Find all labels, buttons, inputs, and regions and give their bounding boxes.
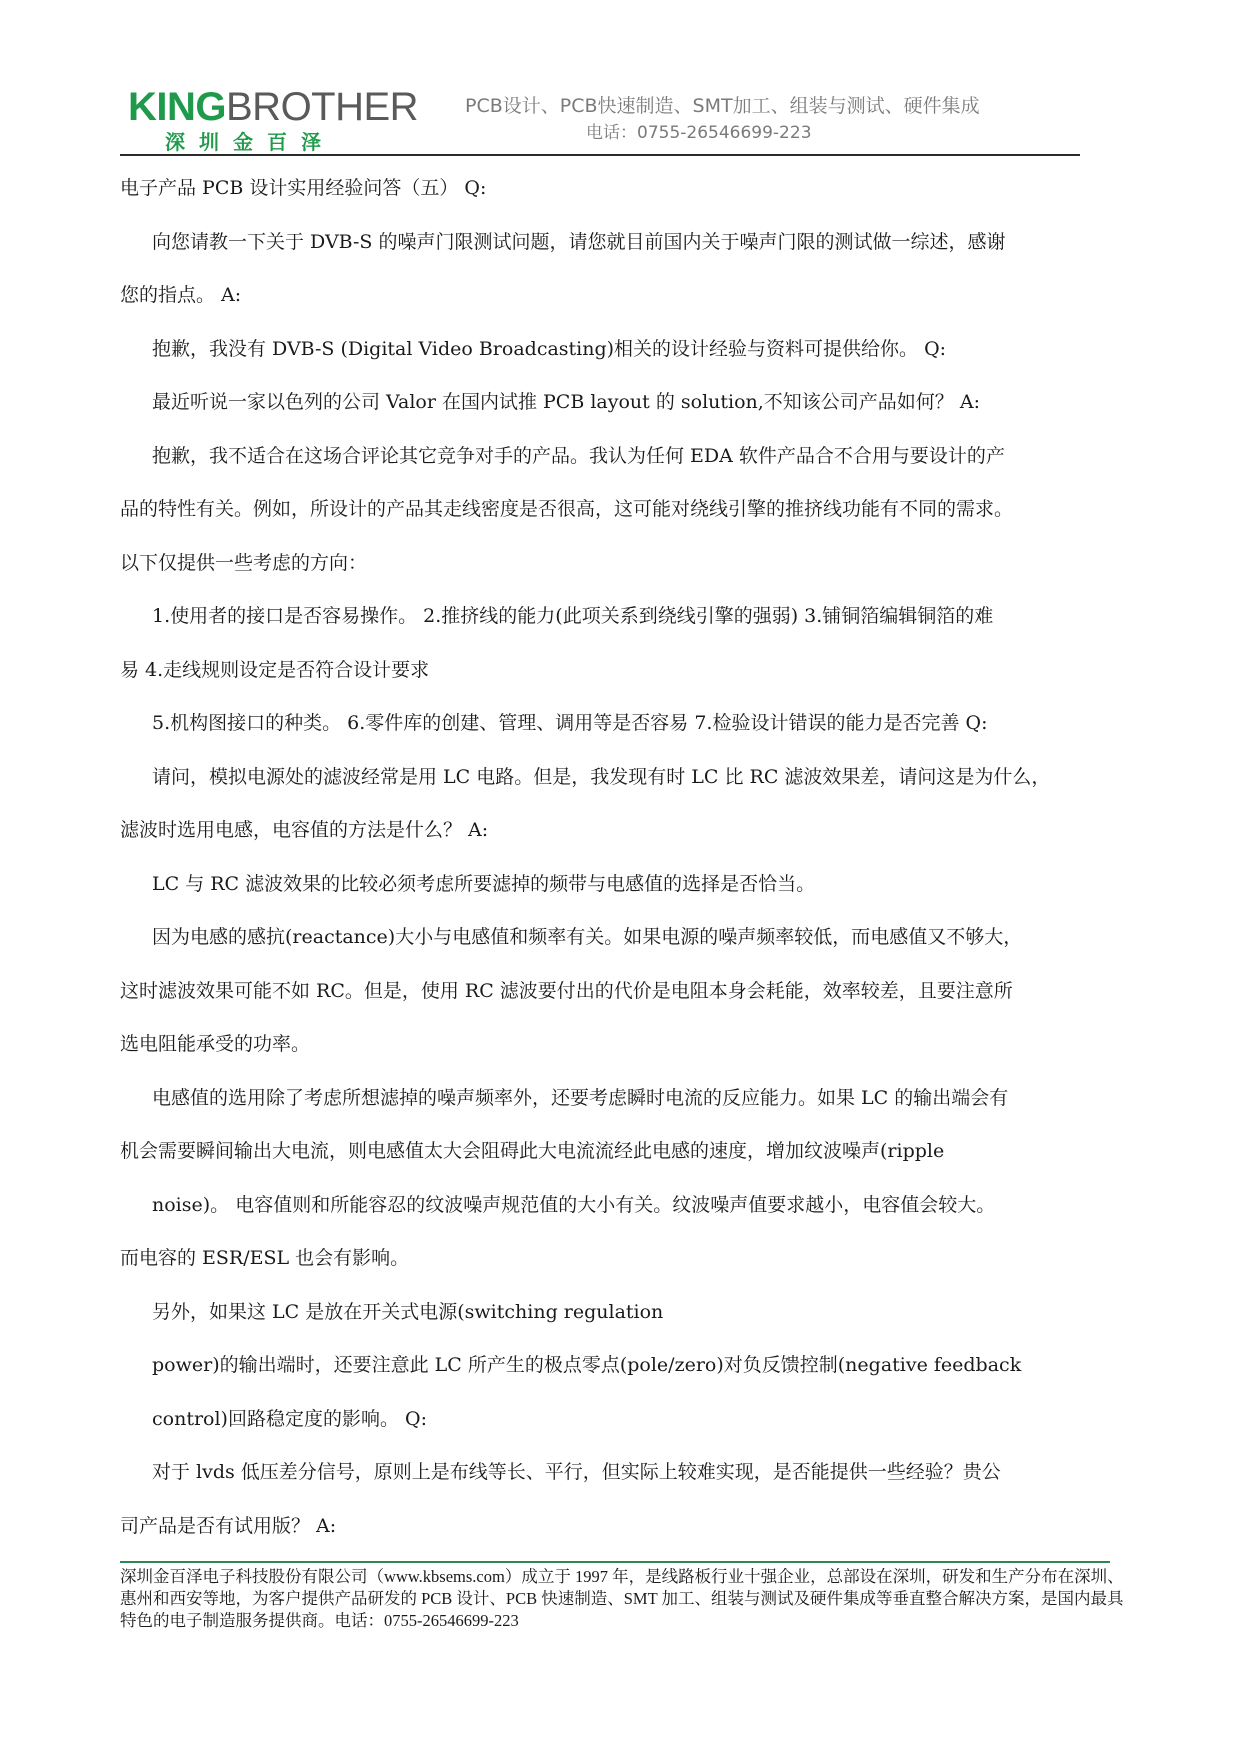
logo-king-text: KING [128, 85, 226, 129]
body-line: 易 4.走线规则设定是否符合设计要求 [120, 658, 430, 681]
body-line: 电感值的选用除了考虑所想滤掉的噪声频率外，还要考虑瞬时电流的反应能力。如果 LC 的输出端会有 [152, 1086, 1009, 1109]
body-line: 5.机构图接口的种类。 6.零件库的创建、管理、调用等是否容易 7.检验设计错误的能力是否完善 Q: [152, 712, 988, 734]
document-body [120, 162, 1132, 1553]
body-line: 司产品是否有试用版？ A: [120, 1514, 337, 1537]
body-line: noise)。 电容值则和所能容忍的纹波噪声规范值的大小有关。纹波噪声值要求越小，电容值会较大。 [152, 1193, 996, 1216]
header-divider [120, 154, 1080, 156]
body-line: 您的指点。 A: [120, 284, 242, 306]
logo-brother-text: BROTHER [226, 85, 419, 129]
body-line: 对于 lvds 低压差分信号，原则上是布线等长、平行，但实际上较难实现，是否能提供一些经验？贵公 [152, 1461, 1001, 1483]
header-phone: 电话：0755-26546699-223 [586, 123, 812, 143]
body-line: 机会需要瞬间输出大电流，则电感值太大会阻碍此大电流流经此电感的速度，增加纹波噪声(ripple [120, 1140, 945, 1162]
body-line: 向您请教一下关于 DVB-S 的噪声门限测试问题，请您就目前国内关于噪声门限的测试做一综述，感谢 [152, 230, 1006, 253]
body-line: 抱歉，我不适合在这场合评论其它竞争对手的产品。我认为任何 EDA 软件产品合不合用与要设计的产 [152, 444, 1005, 467]
body-line: 最近听说一家以色列的公司 Valor 在国内试推 PCB layout 的 solution,不知该公司产品如何？ A: [152, 391, 980, 413]
body-line: 而电容的 ESR/ESL 也会有影响。 [120, 1247, 410, 1269]
body-line: 1.使用者的接口是否容易操作。 2.推挤线的能力(此项关系到绕线引擎的强弱) 3.铺铜箔编辑铜箔的难 [152, 605, 994, 627]
body-line: 电子产品 PCB 设计实用经验问答（五） Q: [120, 177, 487, 199]
page-header [0, 0, 1241, 160]
body-line: power)的输出端时，还要注意此 LC 所产生的极点零点(pole/zero)对负反馈控制(negative feedback [152, 1354, 1022, 1376]
body-line: 滤波时选用电感，电容值的方法是什么？ A: [120, 819, 489, 841]
company-logo [128, 84, 418, 130]
body-line: 以下仅提供一些考虑的方向： [120, 551, 368, 574]
footer-divider [120, 1561, 1110, 1563]
body-line: 请问，模拟电源处的滤波经常是用 LC 电路。但是，我发现有时 LC 比 RC 滤波效果差，请问这是为什么， [152, 765, 1051, 788]
body-line: 另外，如果这 LC 是放在开关式电源(switching regulation [152, 1300, 664, 1323]
header-tagline: PCB设计、PCB快速制造、SMT加工、组装与测试、硬件集成 [465, 95, 980, 117]
body-line: 这时滤波效果可能不如 RC。但是，使用 RC 滤波要付出的代价是电阻本身会耗能，效率较差，且要注意所 [120, 979, 1013, 1002]
body-line: 抱歉，我没有 DVB-S (Digital Video Broadcasting)相关的设计经验与资料可提供给你。 Q: [152, 337, 947, 360]
body-line: 因为电感的感抗(reactance)大小与电感值和频率有关。如果电源的噪声频率较低，而电感值又不够大， [152, 926, 1023, 948]
footer-company-info: 深圳金百泽电子科技股份有限公司（www.kbsems.com）成立于 1997 年，是线路板行业十强企业，总部设在深圳，研发和生产分布在深圳、惠州和西安等地，为客户提供产品研发的 PCB 设计、PCB 快速制造、SMT 加工、组装与测试及硬件集成等垂直整合解决方案，是国内最具特色的电子制造服务提供商。电话：0755-26546699-223 [120, 1567, 1124, 1630]
body-line: 品的特性有关。例如，所设计的产品其走线密度是否很高，这可能对绕线引擎的推挤线功能有不同的需求。 [120, 498, 1014, 520]
body-line: LC 与 RC 滤波效果的比较必须考虑所要滤掉的频带与电感值的选择是否恰当。 [152, 872, 816, 895]
body-line: control)回路稳定度的影响。 Q: [152, 1407, 427, 1430]
logo-chinese-name: 深圳金百泽 [165, 130, 335, 154]
body-line: 选电阻能承受的功率。 [120, 1033, 311, 1055]
